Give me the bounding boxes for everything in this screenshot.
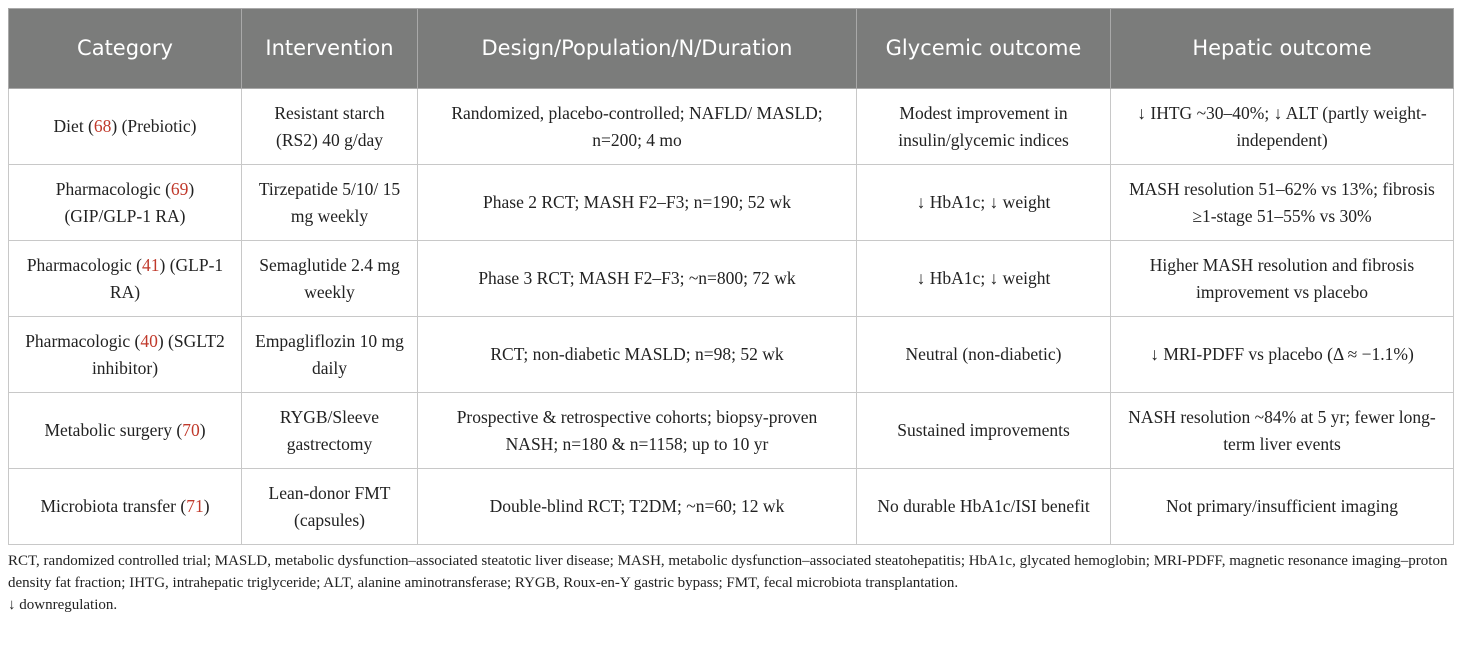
cell-category — [9, 393, 242, 469]
cell-category — [9, 317, 242, 393]
cell-design — [418, 165, 857, 241]
cell-intervention — [242, 165, 418, 241]
cell-design — [418, 393, 857, 469]
cell-design — [418, 89, 857, 165]
intervention-text: Empagliflozin 10 mg daily — [255, 330, 404, 378]
intervention-text: Lean-donor FMT (capsules) — [268, 482, 391, 530]
cell-category — [9, 165, 242, 241]
category-text: Pharmacologic ( — [26, 254, 142, 275]
table-footnotes — [8, 550, 1453, 616]
reference-link[interactable]: 68 — [93, 116, 112, 136]
header-glycemic: Glycemic outcome — [857, 9, 1111, 89]
glycemic-text: ↓ HbA1c; ↓ weight — [916, 268, 1051, 288]
cell-glycemic — [857, 165, 1111, 241]
table-row — [9, 241, 1454, 317]
hepatic-text: Higher MASH resolution and fibrosis improvement vs placebo — [1149, 254, 1415, 302]
category-text: Metabolic surgery ( — [44, 420, 183, 440]
cell-intervention — [242, 89, 418, 165]
cell-glycemic — [857, 393, 1111, 469]
cell-category — [9, 89, 242, 165]
header-intervention: Intervention — [242, 9, 418, 89]
design-text: Randomized, placebo-controlled; NAFLD/ MASLD; n=200; 4 mo — [451, 102, 823, 150]
hepatic-text: ↓ MRI-PDFF vs placebo (Δ ≈ −1.1%) — [1150, 344, 1414, 364]
category-text: ) (Prebiotic) — [111, 116, 197, 136]
category-text: Diet ( — [53, 116, 94, 136]
category-text: ) (GIP/GLP-1 RA) — [64, 178, 195, 226]
table-row — [9, 165, 1454, 241]
reference-link[interactable]: 69 — [170, 178, 189, 199]
design-text: Phase 3 RCT; MASH F2–F3; ~n=800; 72 wk — [478, 268, 796, 288]
cell-category — [9, 469, 242, 545]
reference-link[interactable]: 40 — [140, 330, 158, 351]
cell-hepatic — [1111, 317, 1454, 393]
interventions-table — [8, 8, 1454, 545]
reference-link[interactable]: 41 — [142, 254, 160, 275]
cell-glycemic — [857, 317, 1111, 393]
reference-link[interactable]: 70 — [182, 420, 200, 440]
design-text: Double-blind RCT; T2DM; ~n=60; 12 wk — [489, 496, 785, 516]
category-text: Microbiota transfer ( — [40, 496, 187, 516]
intervention-text: Resistant starch (RS2) 40 g/day — [274, 102, 385, 150]
hepatic-text: ↓ IHTG ~30–40%; ↓ ALT (partly weight-independent) — [1137, 102, 1427, 150]
table-row — [9, 317, 1454, 393]
intervention-text: Semaglutide 2.4 mg weekly — [259, 254, 400, 302]
cell-intervention — [242, 241, 418, 317]
category-text: Pharmacologic ( — [55, 178, 171, 199]
table-row — [9, 89, 1454, 165]
cell-design — [418, 241, 857, 317]
cell-hepatic — [1111, 469, 1454, 545]
header-hepatic: Hepatic outcome — [1111, 9, 1454, 89]
intervention-text: RYGB/Sleeve gastrectomy — [279, 406, 380, 454]
category-text: ) — [203, 496, 210, 516]
cell-hepatic — [1111, 393, 1454, 469]
cell-hepatic — [1111, 165, 1454, 241]
abbreviations-note: RCT, randomized controlled trial; MASLD, metabolic dysfunction–associated steatotic liver disease; MASH, metabolic dysfunction–associated steatohepatitis; HbA1c, glycated hemoglobin; MRI-PDFF, magnetic resonance imaging–proton density fat fraction; IHTG, intrahepatic triglyceride; ALT, alanine aminotransferase; RYGB, Roux-en-Y gastric bypass; FMT, fecal microbiota transplantation. — [8, 553, 1448, 591]
header-row — [9, 9, 1454, 89]
intervention-text: Tirzepatide 5/10/ 15 mg weekly — [258, 178, 401, 226]
glycemic-text: ↓ HbA1c; ↓ weight — [916, 192, 1051, 212]
category-text: Pharmacologic ( — [25, 330, 141, 351]
cell-hepatic — [1111, 89, 1454, 165]
category-text: ) (SGLT2 inhibitor) — [91, 330, 225, 378]
glycemic-text: Modest improvement in insulin/glycemic indices — [898, 102, 1069, 150]
cell-intervention — [242, 469, 418, 545]
cell-hepatic — [1111, 241, 1454, 317]
symbol-note: ↓ downregulation. — [8, 597, 118, 613]
cell-intervention — [242, 393, 418, 469]
glycemic-text: Sustained improvements — [897, 420, 1070, 440]
cell-design — [418, 469, 857, 545]
table-row — [9, 393, 1454, 469]
cell-design — [418, 317, 857, 393]
hepatic-text: NASH resolution ~84% at 5 yr; fewer long-term liver events — [1128, 406, 1436, 454]
design-text: RCT; non-diabetic MASLD; n=98; 52 wk — [490, 344, 784, 364]
category-text: ) — [199, 420, 206, 440]
category-text: ) (GLP-1 RA) — [109, 254, 224, 302]
glycemic-text: No durable HbA1c/ISI benefit — [877, 496, 1090, 516]
table-row — [9, 469, 1454, 545]
cell-glycemic — [857, 241, 1111, 317]
header-design: Design/Population/N/Duration — [418, 9, 857, 89]
cell-glycemic — [857, 89, 1111, 165]
cell-intervention — [242, 317, 418, 393]
glycemic-text: Neutral (non-diabetic) — [905, 344, 1062, 364]
cell-glycemic — [857, 469, 1111, 545]
cell-category — [9, 241, 242, 317]
header-category: Category — [9, 9, 242, 89]
hepatic-text: MASH resolution 51–62% vs 13%; fibrosis ≥1-stage 51–55% vs 30% — [1129, 178, 1435, 226]
hepatic-text: Not primary/insufficient imaging — [1166, 496, 1398, 516]
reference-link[interactable]: 71 — [186, 496, 204, 516]
design-text: Phase 2 RCT; MASH F2–F3; n=190; 52 wk — [483, 192, 791, 212]
design-text: Prospective & retrospective cohorts; biopsy-proven NASH; n=180 & n=1158; up to 10 yr — [456, 406, 818, 454]
